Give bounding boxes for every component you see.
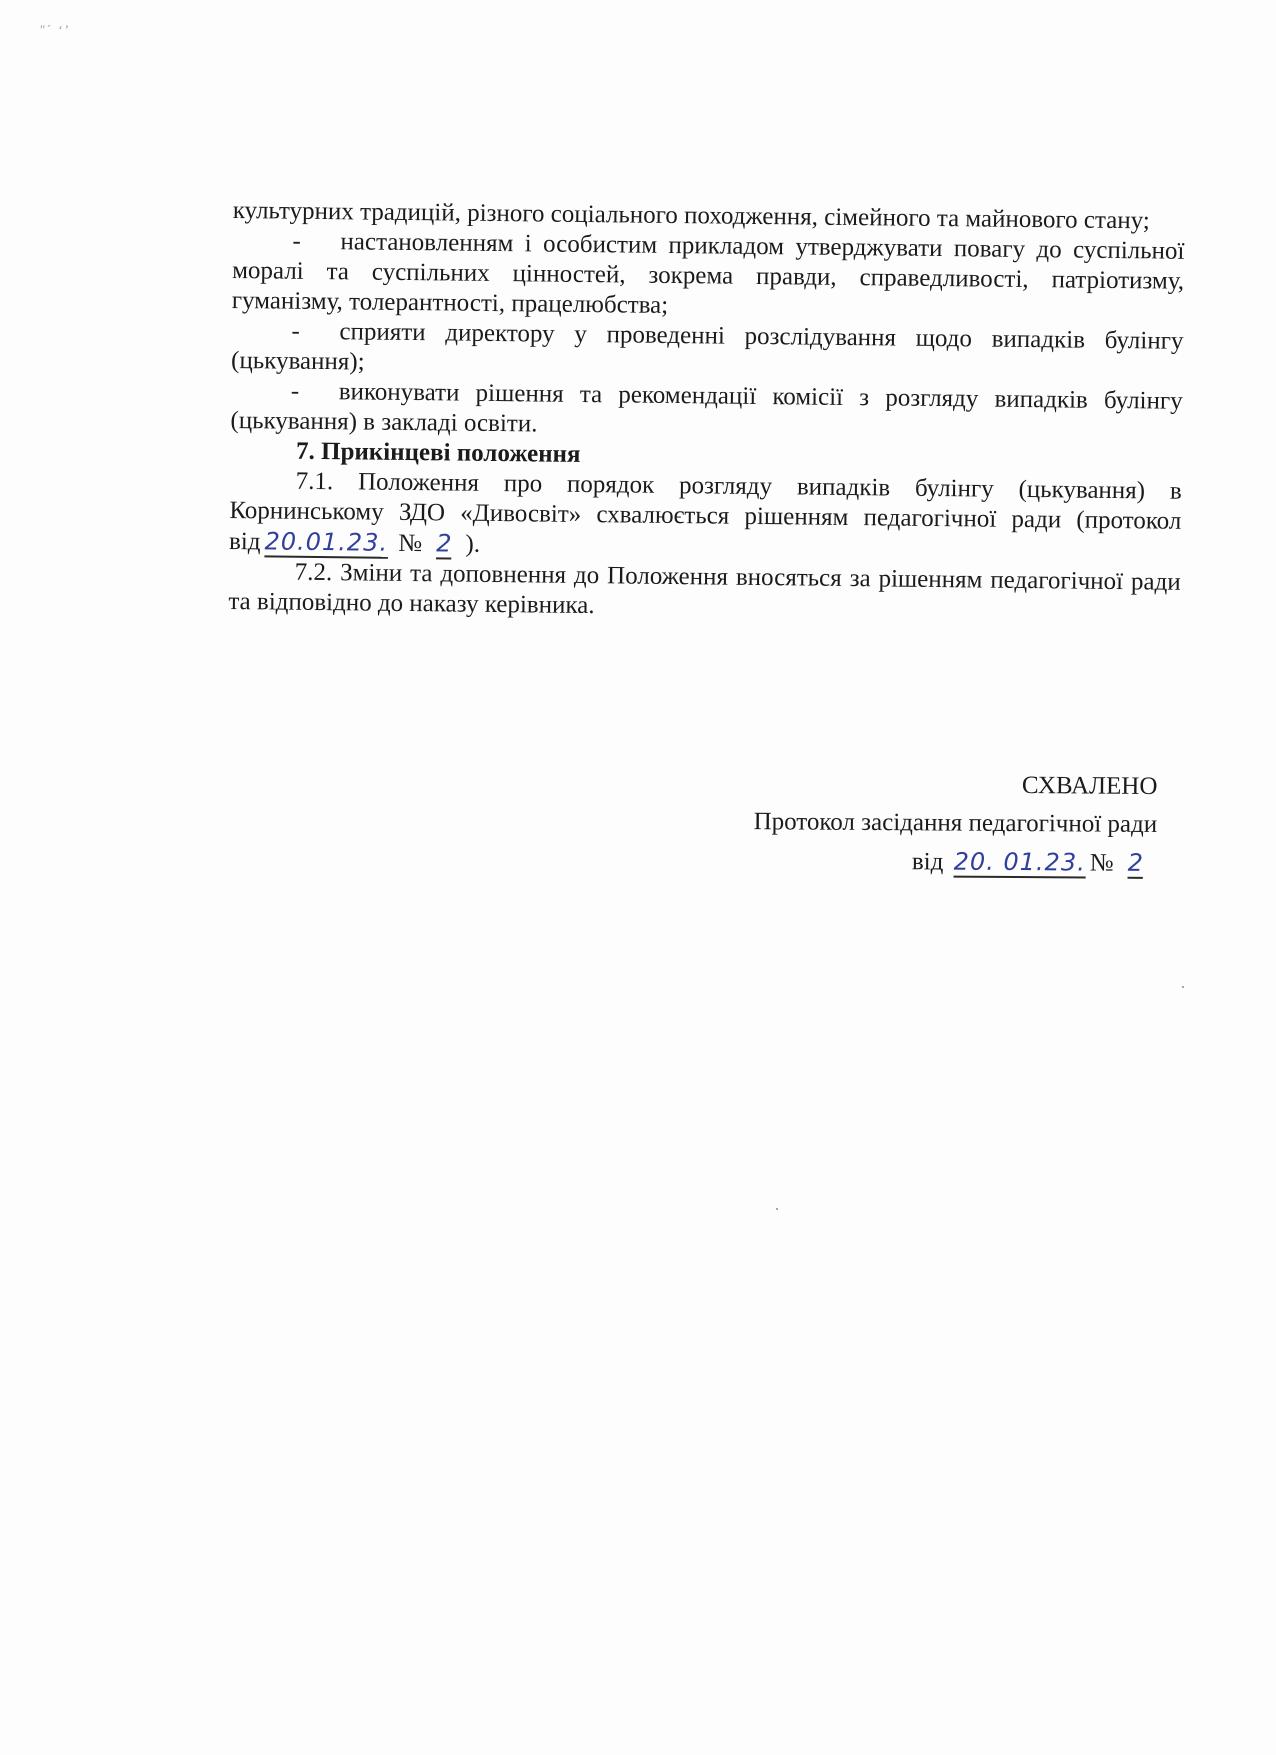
scan-speck — [1182, 986, 1184, 988]
list-item-moral-example — [232, 226, 1185, 327]
paragraph-cultural-traditions: культурних традицій, різного соціального походження, сімейного та майнового стану; — [232, 196, 1150, 235]
approval-handwritten-date: 20. 01.23. — [953, 847, 1087, 877]
approval-date-prefix: від — [912, 848, 944, 876]
paragraph-7-1 — [229, 466, 1182, 568]
list-item-assist-investigation — [231, 316, 1184, 387]
paragraph-7-2: 7.2. Зміни та доповнення до Положення вносяться за рішенням педагогічної ради та відповідно до наказу керівника. — [228, 558, 1181, 620]
handwritten-number: 2 — [436, 529, 452, 558]
approval-handwritten-number: 2 — [1127, 848, 1144, 877]
approval-subtitle: Протокол засідання педагогічної ради — [753, 808, 1158, 838]
scan-marks: ʺˊ ʻʼ — [40, 22, 71, 37]
approval-number-sign: № — [1090, 849, 1115, 877]
section-heading-final-provisions: 7. Прикінцеві положення — [295, 437, 581, 468]
list-dash: - — [292, 227, 301, 255]
list-dash: - — [291, 317, 300, 345]
document-body — [228, 196, 1185, 628]
list-item-text: сприяти директору у проведенні розслідування щодо випадків булінгу (цькування); — [230, 318, 1184, 376]
scan-speck — [776, 1208, 778, 1210]
approval-date-line — [754, 841, 1158, 883]
handwritten-date: 20.01.23. — [264, 527, 389, 557]
paragraph-7-1-text: 7.1. Положення про порядок розгляду випадків булінгу (цькування) в Корнинському ЗДО «Дивосвіт» схвалюється рішенням педагогічної ради (протокол від — [228, 467, 1182, 556]
approval-title: СХВАЛЕНО — [1022, 772, 1158, 800]
list-item-text: виконувати рішення та рекомендації комісії з розгляду випадків булінгу (цькування) в закладі освіти. — [230, 378, 1183, 438]
list-item-text: настановленням і особистим прикладом утверджувати повагу до суспільної моралі та суспільних цінностей, зокрема правди, справедливості, патріотизму, гуманізму, толерантності, працелюбства; — [231, 228, 1185, 319]
approval-block — [754, 765, 1158, 883]
list-dash: - — [290, 377, 300, 405]
list-item-execute-decisions — [230, 376, 1183, 447]
number-sign: № — [398, 529, 423, 558]
paragraph-7-1-close: ). — [465, 530, 481, 558]
